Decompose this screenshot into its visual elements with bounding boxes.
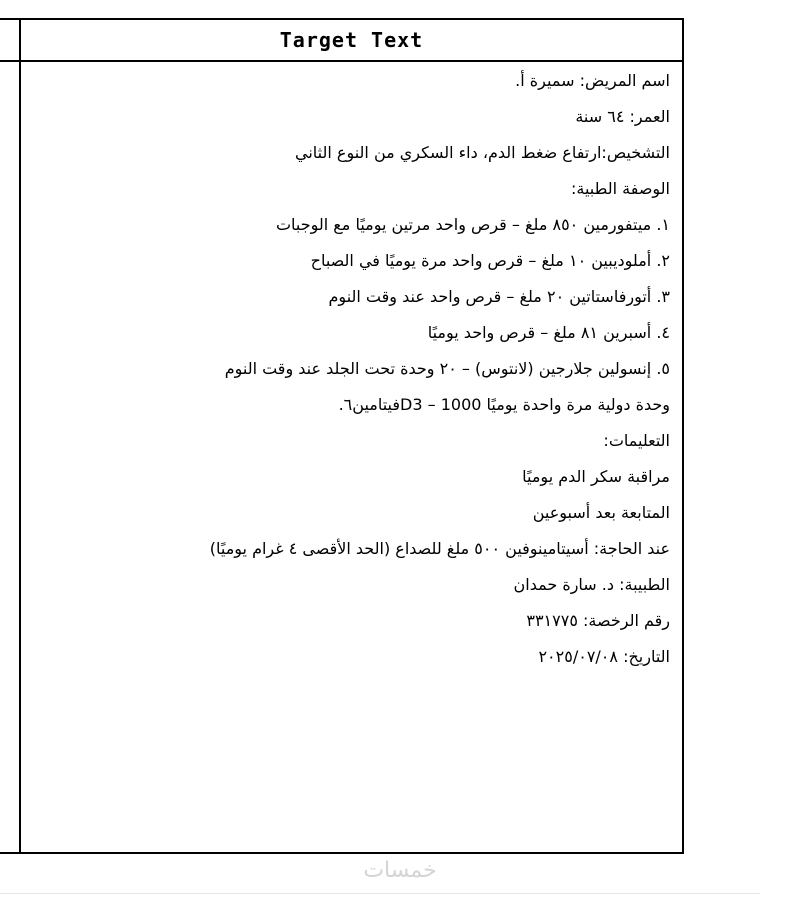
instruction-item-1: مراقبة سكر الدم يوميًا (522, 467, 670, 486)
watermark-logo: خمسات (363, 858, 437, 883)
patient-age: العمر: ٦٤ سنة (575, 107, 670, 126)
license-number: رقم الرخصة: ٣٣١٧٧٥ (526, 611, 670, 630)
instruction-item-3: عند الحاجة: أسيتامينوفين ٥٠٠ ملغ للصداع (الحد الأقصى ٤ غرام يوميًا) (209, 539, 670, 558)
medication-item-1: ١. ميتفورمين ٨٥٠ ملغ – قرص واحد مرتين يوميًا مع الوجبات (275, 215, 670, 234)
table-header (21, 20, 682, 62)
medication-item-5: ٥. إنسولين جلارجين (لانتوس) – ٢٠ وحدة تحت الجلد عند وقت النوم (224, 359, 670, 378)
instruction-item-2: المتابعة بعد أسبوعين (532, 503, 670, 522)
instructions-heading: التعليمات: (603, 431, 670, 450)
medication-item-6: وحدة دولية مرة واحدة يوميًا 1000 – D3فيتامين٦. (338, 395, 670, 414)
rx-heading: الوصفة الطبية: (571, 179, 670, 198)
document-table (0, 18, 684, 854)
footer-divider (0, 893, 760, 894)
table-header-empty-cell (0, 20, 19, 62)
diagnosis: التشخيص:ارتفاع ضغط الدم، داء السكري من النوع الثاني (295, 143, 670, 162)
prescription-date: التاريخ: ٢٠٢٥/٠٧/٠٨ (538, 647, 670, 666)
doctor-name: الطبيبة: د. سارة حمدان (513, 575, 670, 594)
patient-name: اسم المريض: سميرة أ. (515, 71, 670, 90)
medication-item-4: ٤. أسبرين ٨١ ملغ – قرص واحد يوميًا (427, 323, 670, 342)
column-divider (19, 20, 21, 852)
medication-item-2: ٢. أملوديبين ١٠ ملغ – قرص واحد مرة يوميًا في الصباح (310, 251, 670, 270)
prescription-content (28, 70, 670, 682)
medication-item-3: ٣. أتورفاستاتين ٢٠ ملغ – قرص واحد عند وقت النوم (328, 287, 670, 306)
header-title: Target Text (279, 28, 424, 52)
